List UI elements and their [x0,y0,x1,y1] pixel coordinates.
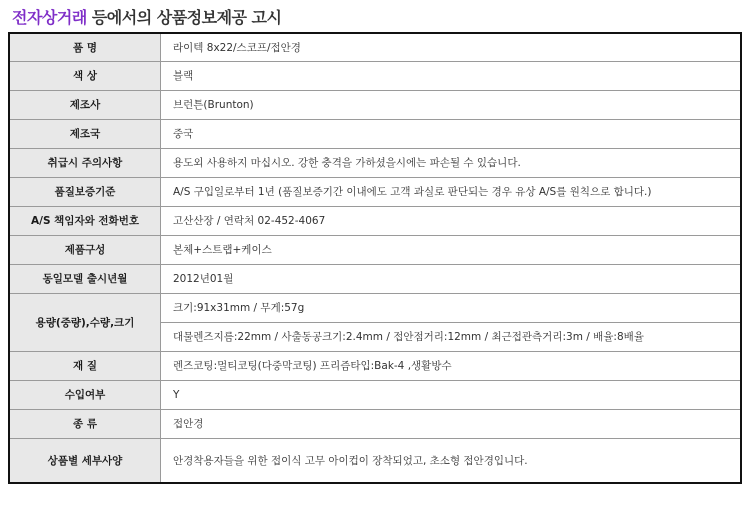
table-row [9,119,741,148]
row-value: 라이텍 8x22/스코프/접안경 [161,33,742,61]
row-value: 크기:91x31mm / 무게:57g [161,293,742,322]
row-value: 본체+스트랩+케이스 [161,235,742,264]
title-accent: 전자상거래 [12,8,87,27]
product-info-table [8,32,742,484]
table-row [9,206,741,235]
row-label: 제조국 [9,119,161,148]
row-value: A/S 구입일로부터 1년 (품질보증기간 이내에도 고객 과실로 판단되는 경우 유상 A/S를 원칙으로 합니다.) [161,177,742,206]
row-label: 제조사 [9,90,161,119]
row-label: 상품별 세부사양 [9,438,161,483]
table-row [9,235,741,264]
row-label: 용량(중량),수량,크기 [9,293,161,351]
table-row [9,148,741,177]
row-label: 종 류 [9,409,161,438]
table-row [9,33,741,61]
table-row [9,90,741,119]
row-value: Y [161,380,742,409]
title-rest: 등에서의 상품정보제공 고시 [86,8,282,27]
table-row [9,438,741,483]
row-value: 용도외 사용하지 마십시오. 강한 충격을 가하셨을시에는 파손될 수 있습니다. [161,148,742,177]
row-value: 2012년01월 [161,264,742,293]
table-row [9,351,741,380]
row-value: 안경착용자들을 위한 접이식 고무 아이컵이 장착되었고, 초소형 접안경입니다. [161,438,742,483]
row-value: 렌즈코팅:멀티코팅(다중막코팅) 프리즘타입:Bak-4 ,생활방수 [161,351,742,380]
row-label: 색 상 [9,61,161,90]
row-value: 브런튼(Brunton) [161,90,742,119]
row-value: 블랙 [161,61,742,90]
row-value: 접안경 [161,409,742,438]
row-value: 중국 [161,119,742,148]
row-label: 수입여부 [9,380,161,409]
row-label: 취급시 주의사항 [9,148,161,177]
table-row [9,409,741,438]
table-row [9,380,741,409]
table-row [9,177,741,206]
row-label: 품 명 [9,33,161,61]
page-title [12,5,281,28]
row-label: 품질보증기준 [9,177,161,206]
table-row [9,61,741,90]
table-row [9,264,741,293]
row-value: 고산산장 / 연락처 02-452-4067 [161,206,742,235]
row-label: A/S 책임자와 전화번호 [9,206,161,235]
row-label: 동일모델 출시년월 [9,264,161,293]
row-value: 대물렌즈지름:22mm / 사출동공크기:2.4mm / 접안점거리:12mm / 최근접관측거리:3m / 배율:8배율 [161,322,742,351]
row-label: 제품구성 [9,235,161,264]
table-row [9,293,741,322]
row-label: 재 질 [9,351,161,380]
